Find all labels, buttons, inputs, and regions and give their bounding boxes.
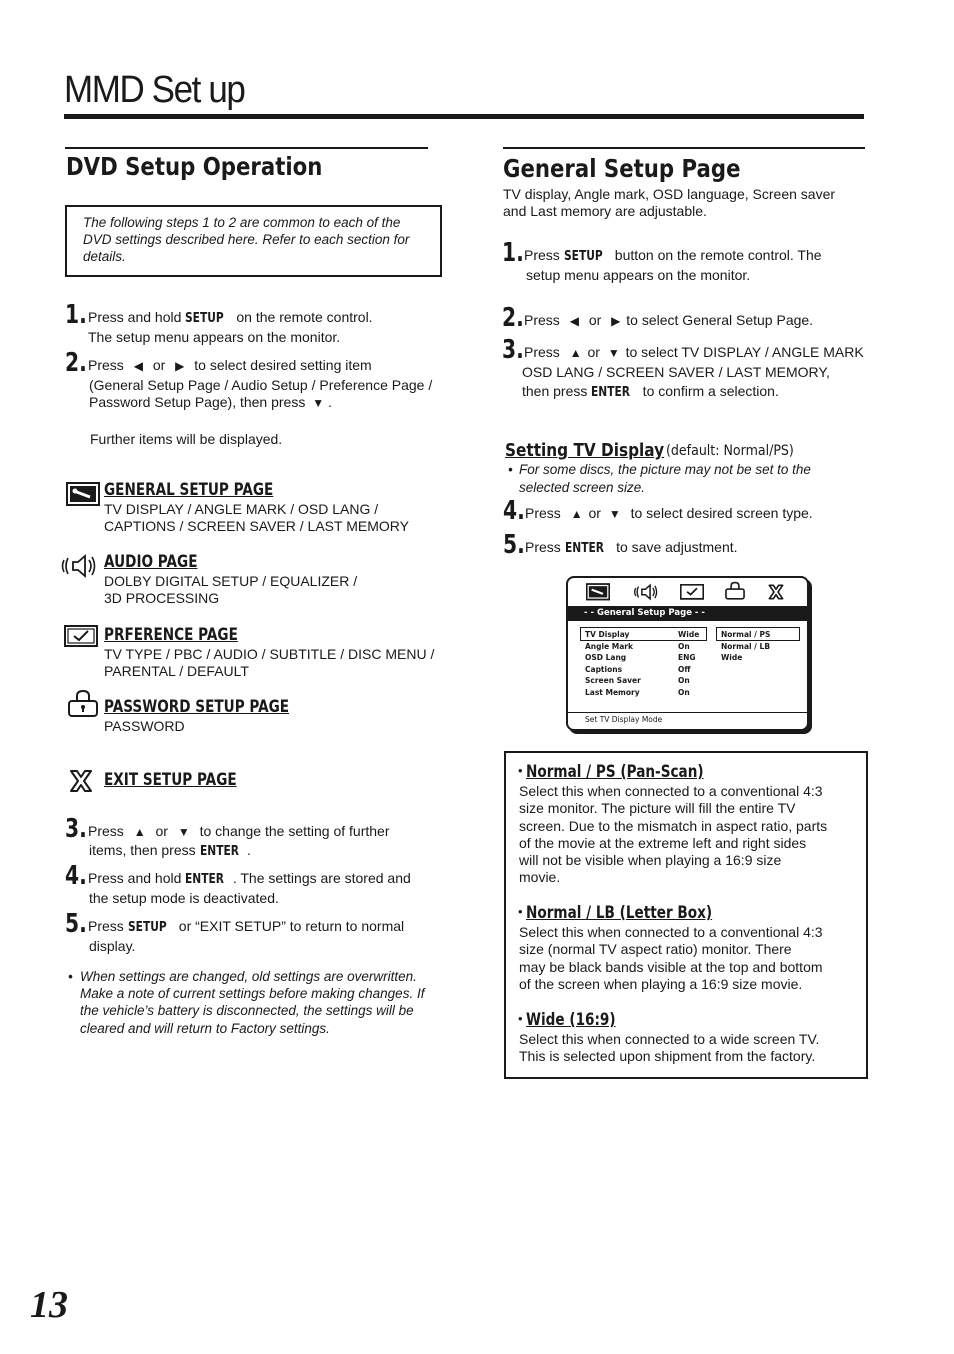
audio-icon xyxy=(60,552,98,580)
osd-row-value: On xyxy=(678,676,690,685)
mode-title: Wide (16:9) xyxy=(526,1010,616,1030)
menu-item-audio xyxy=(60,552,440,612)
down-arrow-icon: ▼ xyxy=(607,346,620,360)
osd-row-label: Angle Mark xyxy=(585,641,633,651)
general-setup-icon xyxy=(586,583,610,602)
step5-text-b: or “EXIT SETUP” to return to normal xyxy=(174,918,405,934)
osd-row-label: TV Display xyxy=(585,630,630,639)
section-heading-dvd-setup: DVD Setup Operation xyxy=(66,152,323,181)
step3-text-b: to change the setting of further xyxy=(199,823,390,839)
osd-status-text: Set TV Display Mode xyxy=(585,715,663,724)
mode-desc-line: size (normal TV aspect ratio) monitor. There xyxy=(519,941,792,958)
menu-item-exit xyxy=(66,768,446,798)
osd-title: - - General Setup Page - - xyxy=(584,608,705,618)
mode-desc-line: will not be visible when playing a 16:9 size xyxy=(519,852,782,869)
page-number: 13 xyxy=(30,1284,68,1326)
mode-normal-ps xyxy=(518,762,858,887)
up-arrow-icon: ▲ xyxy=(570,507,583,521)
intro-line1: TV display, Angle mark, OSD language, Screen saver xyxy=(503,186,836,202)
menu-desc-line2: 3D PROCESSING xyxy=(104,590,220,606)
lock-icon xyxy=(724,581,746,601)
down-arrow-icon: ▼ xyxy=(312,396,325,410)
step-number: 3. xyxy=(502,335,524,365)
preference-icon xyxy=(680,584,704,601)
screen-mode-box xyxy=(504,751,868,1079)
menu-item-preference xyxy=(64,625,454,685)
enter-keyword: ENTER xyxy=(199,844,239,859)
info-note-box xyxy=(65,205,442,277)
down-arrow-icon: ▼ xyxy=(177,825,190,839)
tv-display-note: For some discs, the picture may not be set to the selected screen size. xyxy=(519,462,811,495)
osd-row[interactable] xyxy=(585,641,699,653)
osd-row[interactable] xyxy=(585,675,699,687)
menu-desc-line1: PASSWORD xyxy=(104,718,185,734)
r-step3-line2: OSD LANG / SCREEN SAVER / LAST MEMORY, xyxy=(522,364,830,380)
setup-keyword: SETUP xyxy=(127,920,167,935)
r-step2-or: or xyxy=(588,312,602,328)
up-arrow-icon: ▲ xyxy=(569,346,582,360)
step2-line4: Further items will be displayed. xyxy=(90,431,283,447)
osd-row-value: ENG xyxy=(678,653,696,662)
r-step2-text-b: to select General Setup Page. xyxy=(626,312,814,328)
step1-text-b: on the remote control. xyxy=(232,309,373,325)
menu-desc-line1: TV TYPE / PBC / AUDIO / SUBTITLE / DISC MENU / xyxy=(104,646,435,662)
step4-line2: the setup mode is deactivated. xyxy=(89,890,279,906)
setup-keyword: SETUP xyxy=(563,249,603,264)
osd-row-label: Captions xyxy=(585,664,623,674)
enter-keyword: ENTER xyxy=(564,541,604,556)
r-step3-or: or xyxy=(587,344,600,360)
page-title: MMD Set up xyxy=(64,69,245,111)
step1-line2: The setup menu appears on the monitor. xyxy=(88,329,341,345)
step3-line2a: items, then press xyxy=(89,842,200,858)
osd-screen-illustration xyxy=(566,576,809,731)
r-step3-text-b: to select TV DISPLAY / ANGLE MARK xyxy=(625,344,864,360)
step3-line2b: . xyxy=(247,842,251,858)
step-number: 3. xyxy=(65,814,87,844)
preference-icon xyxy=(64,625,98,649)
lock-icon xyxy=(66,689,100,719)
r-step2-press: Press xyxy=(524,312,560,328)
mode-desc-line: Select this when connected to a conventional 4:3 xyxy=(519,924,823,940)
step1-text-a: Press and hold xyxy=(88,309,186,325)
mode-desc-line: of the screen when playing a 16:9 size movie. xyxy=(519,975,803,992)
step-number: 1. xyxy=(65,300,87,330)
osd-option[interactable]: Normal / PS xyxy=(721,630,771,639)
mode-title: Normal / LB (Letter Box) xyxy=(526,903,713,923)
left-heading-rule xyxy=(65,147,428,149)
r-step5-text-b: to save adjustment. xyxy=(612,539,738,555)
right-arrow-icon: ▶ xyxy=(175,359,185,373)
osd-row[interactable] xyxy=(585,664,699,676)
osd-status-divider xyxy=(568,712,807,713)
mode-desc-line: Select this when connected to a conventional 4:3 xyxy=(519,783,823,799)
osd-row-value: On xyxy=(678,687,690,697)
setting-tv-display-title: Setting TV Display xyxy=(505,440,665,461)
step-number: 5. xyxy=(65,909,87,939)
step3-press: Press xyxy=(88,823,124,839)
menu-item-password xyxy=(64,689,444,739)
step-number: 2. xyxy=(65,348,87,378)
mode-desc-line: This is selected upon shipment from the factory. xyxy=(519,1048,816,1065)
right-heading-rule xyxy=(503,147,865,149)
r-step1-text-a: Press xyxy=(524,247,564,263)
r-step4-press: Press xyxy=(525,505,561,521)
menu-title: PASSWORD SETUP PAGE xyxy=(104,697,290,717)
osd-row[interactable] xyxy=(585,629,699,641)
osd-row-value: Off xyxy=(678,664,691,674)
step4-text-a: Press and hold xyxy=(88,870,186,886)
mode-desc-line: size monitor. The picture will fill the entire TV xyxy=(519,800,796,817)
menu-title: EXIT SETUP PAGE xyxy=(104,770,237,790)
osd-options-list xyxy=(721,629,770,664)
left-arrow-icon: ◀ xyxy=(569,314,579,328)
intro-line2: and Last memory are adjustable. xyxy=(503,203,707,219)
step-number: 5. xyxy=(503,530,525,560)
section-heading-general-setup: General Setup Page xyxy=(503,154,741,183)
menu-item-general-setup xyxy=(64,480,444,540)
step5-text-a: Press xyxy=(88,918,128,934)
r-step1-text-b: button on the remote control. The xyxy=(610,247,822,263)
step2-line2: (General Setup Page / Audio Setup / Preference Page / xyxy=(89,377,433,393)
right-arrow-icon: ▶ xyxy=(611,314,621,328)
osd-row-label: Last Memory xyxy=(585,687,640,697)
r-step3-line3a: then press xyxy=(522,383,592,399)
menu-title: AUDIO PAGE xyxy=(104,552,198,572)
r-step3-press: Press xyxy=(524,344,560,360)
down-arrow-icon: ▼ xyxy=(608,507,621,521)
osd-row-value: Wide xyxy=(678,630,700,639)
mode-normal-lb xyxy=(518,903,858,993)
enter-keyword: ENTER xyxy=(185,872,225,887)
menu-desc-line1: DOLBY DIGITAL SETUP / EQUALIZER / xyxy=(104,573,358,589)
step4-text-b: . The settings are stored and xyxy=(232,870,411,886)
bullet: • xyxy=(518,904,527,919)
osd-row-label: OSD Lang xyxy=(585,653,627,662)
osd-row[interactable] xyxy=(585,687,699,699)
osd-row[interactable] xyxy=(585,652,699,664)
step3-or: or xyxy=(155,823,168,839)
step-number: 4. xyxy=(503,496,525,526)
mode-desc-line: movie. xyxy=(519,869,561,886)
mode-desc-line: may be black bands visible at the top and bottom xyxy=(519,958,823,975)
osd-icon-bar xyxy=(568,578,807,605)
menu-desc-line2: CAPTIONS / SCREEN SAVER / LAST MEMORY xyxy=(104,518,409,534)
osd-settings-table xyxy=(585,629,699,698)
osd-title-bar xyxy=(568,606,807,621)
audio-icon xyxy=(633,582,659,602)
exit-icon xyxy=(766,583,786,601)
up-arrow-icon: ▲ xyxy=(133,825,146,839)
r-step4-or: or xyxy=(588,505,601,521)
osd-option[interactable]: Normal / LB xyxy=(721,641,771,651)
general-setup-icon xyxy=(66,482,100,508)
menu-title: PRFERENCE PAGE xyxy=(104,625,238,645)
left-arrow-icon: ◀ xyxy=(133,359,143,373)
osd-row-value: On xyxy=(678,641,690,651)
mode-title: Normal / PS (Pan-Scan) xyxy=(526,762,704,782)
footnote-text: When settings are changed, old settings are overwritten. Make a note of current settings before making changes. If the vehicle’s battery is disconnected, the settings will be cleared and will return to Factory settings. xyxy=(80,969,425,1036)
default-value-note: (default: Normal/PS) xyxy=(666,443,794,459)
mode-wide xyxy=(518,1010,858,1066)
osd-row-label: Screen Saver xyxy=(585,676,641,685)
r-step1-line2: setup menu appears on the monitor. xyxy=(526,267,751,283)
mode-desc-line: Select this when connected to a wide screen TV. xyxy=(519,1031,820,1047)
info-note-text: The following steps 1 to 2 are common to each of the DVD settings described here. Refer to each section for details. xyxy=(83,215,410,264)
mode-desc-line: of the movie at the extreme left and right sides xyxy=(519,834,807,851)
step5-line2: display. xyxy=(89,938,136,954)
step-number: 2. xyxy=(502,303,524,333)
mode-desc-line: screen. Due to the mismatch in aspect ratio, parts xyxy=(519,817,828,834)
enter-keyword: ENTER xyxy=(591,385,631,400)
menu-title: GENERAL SETUP PAGE xyxy=(104,480,274,500)
bullet: • xyxy=(518,763,527,778)
step2-line3: Password Setup Page), then press xyxy=(89,394,306,410)
r-step5-text-a: Press xyxy=(525,539,565,555)
step2-or: or xyxy=(152,357,166,373)
bullet: • xyxy=(518,1011,527,1026)
r-step4-text-b: to select desired screen type. xyxy=(630,505,813,521)
exit-icon xyxy=(66,768,96,794)
step2-line3-end: . xyxy=(328,394,332,410)
step2-press: Press xyxy=(88,357,124,373)
setup-keyword: SETUP xyxy=(185,311,225,326)
menu-desc-line1: TV DISPLAY / ANGLE MARK / OSD LANG / xyxy=(104,501,379,517)
step-number: 1. xyxy=(502,238,524,268)
step2-text-b: to select desired setting item xyxy=(194,357,372,373)
step-number: 4. xyxy=(65,861,87,891)
osd-option[interactable]: Wide xyxy=(721,653,743,662)
title-rule xyxy=(64,114,864,119)
menu-desc-line2: PARENTAL / DEFAULT xyxy=(104,663,249,679)
r-step3-line3b: to confirm a selection. xyxy=(638,383,779,399)
bullet: • xyxy=(508,462,513,477)
bullet: • xyxy=(68,969,73,984)
